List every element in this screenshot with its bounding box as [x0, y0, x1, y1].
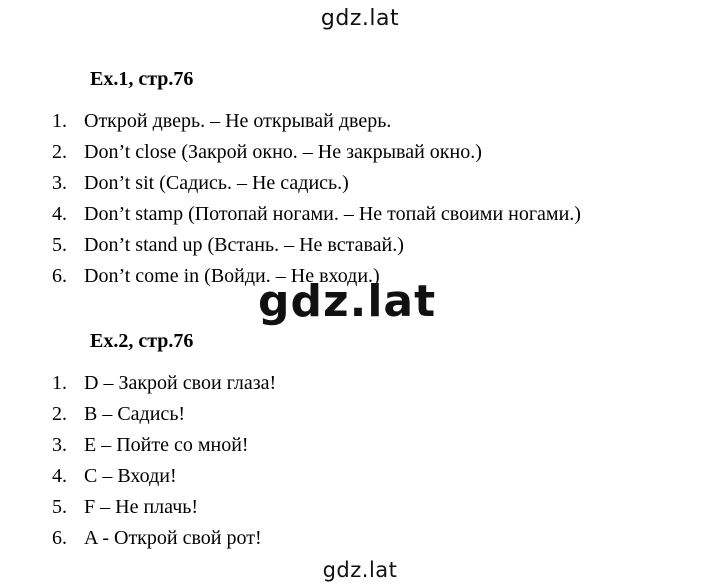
- item-number: 2.: [52, 403, 67, 425]
- item-number: 4.: [52, 465, 67, 487]
- item-number: 6.: [52, 527, 67, 549]
- item-text: Don’t sit (Садись. – Не садись.): [84, 172, 349, 194]
- item-number: 1.: [52, 110, 67, 132]
- list-item: [52, 232, 581, 263]
- item-text: A - Открой свой рот!: [84, 527, 262, 549]
- exercise-2-list: [52, 370, 276, 556]
- item-text: Don’t come in (Войди. – Не входи.): [84, 265, 380, 287]
- item-text: D – Закрой свои глаза!: [84, 372, 277, 394]
- item-text: Открой дверь. – Не открывай дверь.: [84, 110, 392, 132]
- item-number: 1.: [52, 372, 67, 394]
- list-item: [52, 432, 276, 463]
- exercise-2-heading: Ex.2, стр.76: [90, 330, 194, 352]
- item-text: B – Садись!: [84, 403, 186, 425]
- exercise-1-list: [52, 108, 581, 294]
- list-item: [52, 494, 276, 525]
- item-number: 5.: [52, 496, 67, 518]
- list-item: [52, 463, 276, 494]
- item-number: 5.: [52, 234, 67, 256]
- list-item: [52, 139, 581, 170]
- exercise-1-heading: Ex.1, стр.76: [90, 68, 194, 90]
- list-item: [52, 201, 581, 232]
- list-item: [52, 170, 581, 201]
- item-text: Don’t stamp (Потопай ногами. – Не топай своими ногами.): [84, 203, 581, 225]
- item-text: Don’t close (Закрой окно. – Не закрывай окно.): [84, 141, 482, 163]
- list-item: [52, 370, 276, 401]
- watermark-middle: gdz.lat: [258, 276, 437, 327]
- watermark-bottom: gdz.lat: [322, 558, 398, 582]
- item-number: 6.: [52, 265, 67, 287]
- item-text: F – Не плачь!: [84, 496, 199, 518]
- list-item: [52, 108, 581, 139]
- item-text: Don’t stand up (Встань. – Не вставай.): [84, 234, 404, 256]
- item-number: 3.: [52, 434, 67, 456]
- list-item: [52, 525, 276, 556]
- item-text: E – Пойте со мной!: [84, 434, 249, 456]
- item-number: 2.: [52, 141, 67, 163]
- item-text: C – Входи!: [84, 465, 177, 487]
- item-number: 3.: [52, 172, 67, 194]
- list-item: [52, 401, 276, 432]
- watermark-top: gdz.lat: [320, 6, 400, 31]
- item-number: 4.: [52, 203, 67, 225]
